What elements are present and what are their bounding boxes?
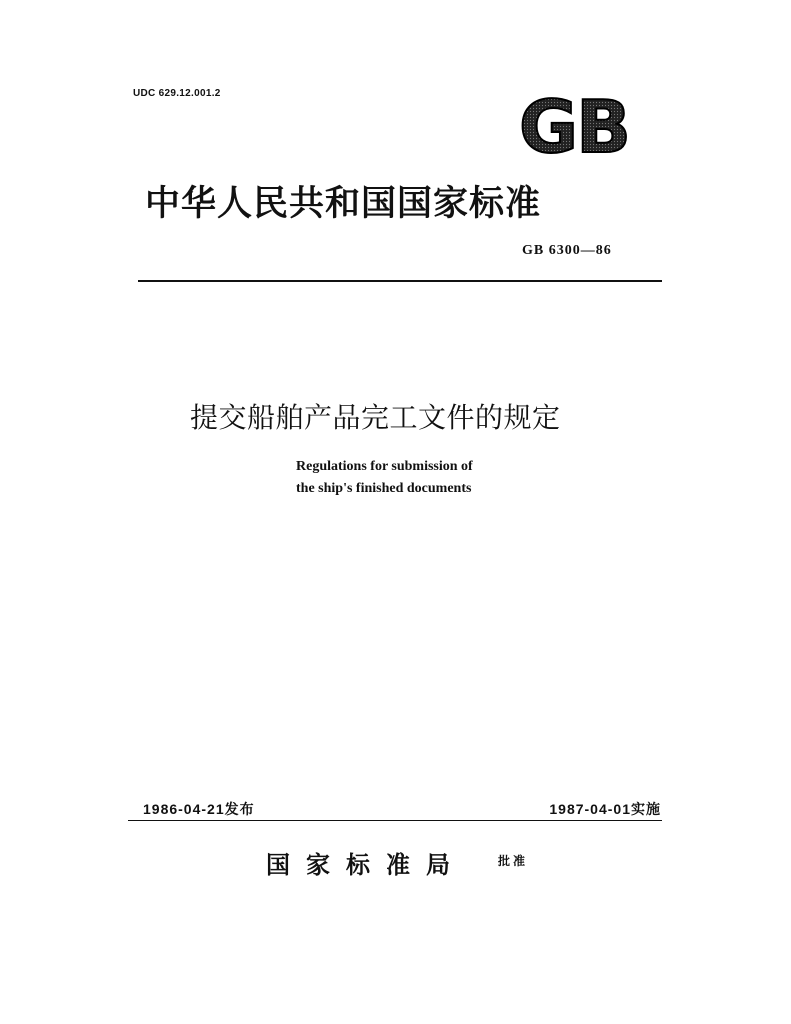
gb-logo-text: GB [519,92,629,158]
header-divider [138,280,662,282]
approving-authority: 国家标准局 [266,850,466,879]
standard-number: GB 6300—86 [522,243,612,258]
english-title-line-1: Regulations for submission of [296,459,473,474]
english-title-line-2: the ship's finished documents [296,481,472,496]
issuing-organization-title: 中华人民共和国国家标准 [145,184,542,224]
footer-divider [128,820,662,821]
udc-code: UDC 629.12.001.2 [133,88,221,99]
gb-logo [508,92,640,158]
issue-date: 1986-04-21发布 [143,801,255,817]
approved-label: 批准 [498,854,529,868]
implementation-date: 1987-04-01实施 [549,801,661,817]
document-title-english [296,456,473,500]
document-title-chinese: 提交船舶产品完工文件的规定 [190,401,561,434]
